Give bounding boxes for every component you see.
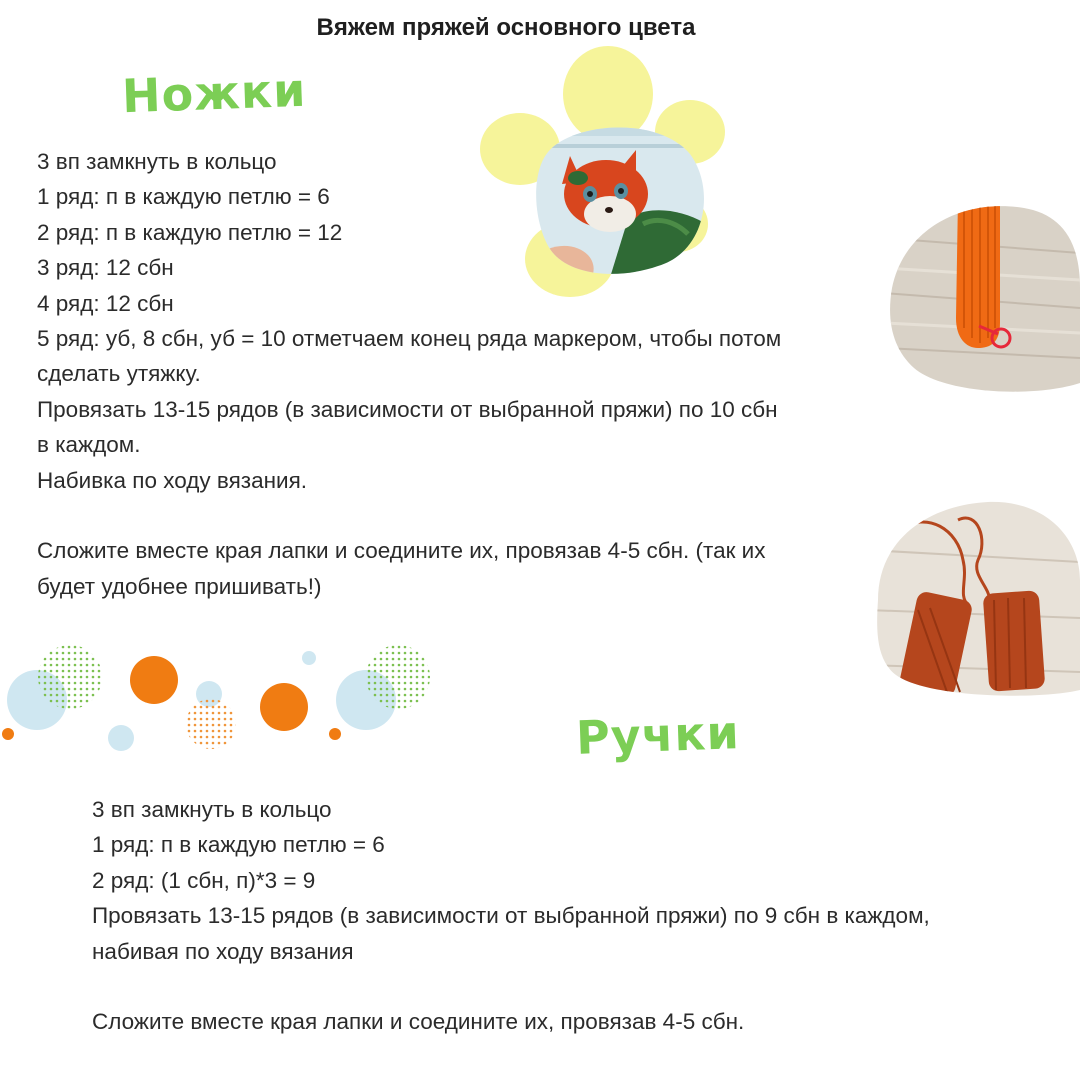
- orange-dot: [329, 728, 341, 740]
- page-title: Вяжем пряжей основного цвета: [316, 14, 696, 41]
- decorative-dots: [0, 632, 440, 762]
- arms-line: набивая по ходу вязания: [92, 938, 354, 964]
- green-dotted-circle: [38, 645, 102, 709]
- legs-note-line: Сложите вместе края лапки и соедините их, провязав 4-5 сбн. (так их: [37, 538, 766, 564]
- spacer: [37, 498, 781, 533]
- arms-heading: Ручки: [575, 705, 741, 765]
- spacer: [92, 969, 930, 1004]
- arms-line: Провязать 13-15 рядов (в зависимости от выбранной пряжи) по 9 сбн в каждом,: [92, 903, 930, 929]
- blue-dot: [302, 651, 316, 665]
- orange-dot: [260, 683, 308, 731]
- arms-line: 1 ряд: п в каждую петлю = 6: [92, 832, 385, 858]
- legs-line: в каждом.: [37, 432, 141, 458]
- legs-line: Провязать 13-15 рядов (в зависимости от выбранной пряжи) по 10 сбн: [37, 396, 778, 422]
- legs-line: Набивка по ходу вязания.: [37, 467, 308, 493]
- legs-line: 5 ряд: уб, 8 сбн, уб = 10 отметчаем конец ряда маркером, чтобы потом: [37, 326, 782, 352]
- flower-petal: [563, 46, 653, 142]
- legs-line: 3 ряд: 12 сбн: [37, 255, 174, 281]
- knitted-legs-pair-photo: [868, 500, 1080, 700]
- orange-dotted-circle: [186, 699, 236, 749]
- legs-note-line: будет удобнее пришивать!): [37, 573, 322, 599]
- arms-instructions: [92, 792, 930, 1040]
- arms-note-line: Сложите вместе края лапки и соедините их, провязав 4-5 сбн.: [92, 1009, 745, 1035]
- arms-line: 2 ряд: (1 сбн, п)*3 = 9: [92, 867, 316, 893]
- arms-line: 3 вп замкнуть в кольцо: [92, 797, 332, 822]
- knitted-leg-photo: [884, 198, 1080, 394]
- legs-line: 3 вп замкнуть в кольцо: [37, 149, 277, 174]
- legs-line: 4 ряд: 12 сбн: [37, 290, 174, 316]
- green-dotted-circle: [366, 645, 430, 709]
- legs-line: 1 ряд: п в каждую петлю = 6: [37, 184, 330, 210]
- flower-fox-illustration: [478, 44, 730, 302]
- legs-line: сделать утяжку.: [37, 361, 201, 387]
- orange-dot: [130, 656, 178, 704]
- legs-line: 2 ряд: п в каждую петлю = 12: [37, 219, 343, 245]
- orange-dot: [2, 728, 14, 740]
- blue-dot: [108, 725, 134, 751]
- legs-heading: Ножки: [121, 62, 308, 124]
